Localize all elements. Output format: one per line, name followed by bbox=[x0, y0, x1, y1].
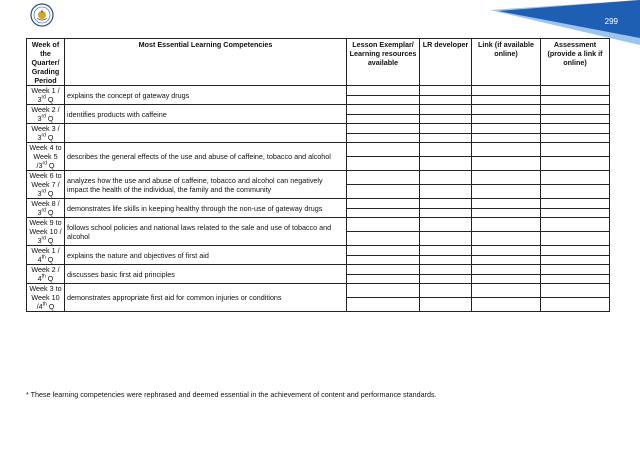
assessment-cell bbox=[541, 208, 610, 218]
week-quarter: Q bbox=[45, 236, 54, 245]
week-cell bbox=[27, 246, 65, 265]
week-quarter: Q bbox=[46, 161, 55, 170]
table-header-row bbox=[27, 39, 610, 86]
competency-cell: demonstrates life skills in keeping healthy through the non-use of gateway drugs bbox=[65, 199, 347, 218]
week-text: Week 2 / bbox=[31, 265, 60, 274]
footnote: * These learning competencies were rephrased and deemed essential in the achievement of content and performance standards. bbox=[26, 390, 437, 399]
link-cell bbox=[472, 232, 541, 246]
week-ordinal: rd bbox=[41, 113, 46, 120]
assessment-cell bbox=[541, 232, 610, 246]
lesson-cell bbox=[347, 246, 420, 256]
lr-developer-cell bbox=[420, 114, 472, 124]
assessment-cell bbox=[541, 255, 610, 265]
week-quarter: Q bbox=[45, 133, 54, 142]
lesson-cell bbox=[347, 185, 420, 199]
lr-developer-cell bbox=[420, 284, 472, 298]
week-number: 3 bbox=[37, 114, 42, 123]
lr-developer-cell bbox=[420, 208, 472, 218]
lesson-cell bbox=[347, 208, 420, 218]
link-cell bbox=[472, 124, 541, 134]
lesson-cell bbox=[347, 232, 420, 246]
week-quarter: Q bbox=[45, 114, 54, 123]
competency-cell: identifies products with caffeine bbox=[65, 105, 347, 124]
week-cell bbox=[27, 265, 65, 284]
week-ordinal: rd bbox=[41, 188, 46, 195]
competency-cell: demonstrates appropriate first aid for common injuries or conditions bbox=[65, 284, 347, 312]
competency-cell bbox=[65, 124, 347, 143]
week-number: 3 bbox=[37, 95, 42, 104]
link-cell bbox=[472, 95, 541, 105]
lesson-cell bbox=[347, 298, 420, 312]
lr-developer-cell bbox=[420, 274, 472, 284]
link-cell bbox=[472, 208, 541, 218]
assessment-cell bbox=[541, 114, 610, 124]
lesson-cell bbox=[347, 255, 420, 265]
week-ordinal: rd bbox=[41, 235, 46, 242]
week-number: 4 bbox=[37, 274, 42, 283]
week-quarter: Q bbox=[45, 95, 54, 104]
week-text: Week 9 to Week 10 / 3 bbox=[29, 218, 62, 245]
week-text: Week 2 / bbox=[31, 105, 60, 114]
lr-developer-cell bbox=[420, 255, 472, 265]
assessment-cell bbox=[541, 171, 610, 185]
week-cell bbox=[27, 284, 65, 312]
link-cell bbox=[472, 298, 541, 312]
week-cell bbox=[27, 218, 65, 246]
lesson-cell bbox=[347, 105, 420, 115]
lesson-cell bbox=[347, 124, 420, 134]
assessment-cell bbox=[541, 157, 610, 171]
week-text: Week 1 / bbox=[31, 246, 60, 255]
assessment-cell bbox=[541, 133, 610, 143]
lr-developer-cell bbox=[420, 232, 472, 246]
assessment-cell bbox=[541, 105, 610, 115]
week-text: Week 4 to Week 5 /3 bbox=[29, 143, 62, 170]
week-text: Week 3 to Week 10 /4 bbox=[29, 284, 62, 311]
week-quarter: Q bbox=[45, 208, 54, 217]
link-cell bbox=[472, 274, 541, 284]
lr-developer-cell bbox=[420, 133, 472, 143]
week-ordinal: th bbox=[41, 273, 46, 280]
header-competency: Most Essential Learning Competencies bbox=[65, 39, 347, 86]
link-cell bbox=[472, 86, 541, 96]
header-lr-developer: LR developer bbox=[420, 39, 472, 86]
lr-developer-cell bbox=[420, 218, 472, 232]
table-row bbox=[27, 143, 610, 157]
assessment-cell bbox=[541, 284, 610, 298]
header-lesson: Lesson Exemplar/ Learning resources available bbox=[347, 39, 420, 86]
week-cell bbox=[27, 143, 65, 171]
link-cell bbox=[472, 114, 541, 124]
week-ordinal: rd bbox=[41, 94, 46, 101]
competency-cell: analyzes how the use and abuse of caffeine, tobacco and alcohol can negatively impact the health of the individual, the family and the community bbox=[65, 171, 347, 199]
week-number: 4 bbox=[37, 255, 42, 264]
link-cell bbox=[472, 199, 541, 209]
header-link: Link (if available online) bbox=[472, 39, 541, 86]
lr-developer-cell bbox=[420, 157, 472, 171]
assessment-cell bbox=[541, 265, 610, 275]
link-cell bbox=[472, 284, 541, 298]
assessment-cell bbox=[541, 246, 610, 256]
lesson-cell bbox=[347, 199, 420, 209]
link-cell bbox=[472, 218, 541, 232]
assessment-cell bbox=[541, 185, 610, 199]
lr-developer-cell bbox=[420, 246, 472, 256]
lr-developer-cell bbox=[420, 199, 472, 209]
lesson-cell bbox=[347, 274, 420, 284]
lr-developer-cell bbox=[420, 298, 472, 312]
week-cell bbox=[27, 86, 65, 105]
lesson-cell bbox=[347, 157, 420, 171]
week-text: Week 3 / bbox=[31, 124, 60, 133]
link-cell bbox=[472, 185, 541, 199]
table-row bbox=[27, 199, 610, 209]
week-quarter: Q bbox=[45, 255, 54, 264]
table-row bbox=[27, 105, 610, 115]
assessment-cell bbox=[541, 143, 610, 157]
table-row bbox=[27, 246, 610, 256]
lr-developer-cell bbox=[420, 185, 472, 199]
lr-developer-cell bbox=[420, 95, 472, 105]
link-cell bbox=[472, 143, 541, 157]
table-row bbox=[27, 171, 610, 185]
week-text: Week 8 / bbox=[31, 199, 60, 208]
week-quarter: Q bbox=[46, 302, 55, 311]
lesson-cell bbox=[347, 143, 420, 157]
lesson-cell bbox=[347, 171, 420, 185]
week-ordinal: rd bbox=[41, 207, 46, 214]
week-quarter: Q bbox=[45, 274, 54, 283]
header-week: Week of the Quarter/ Grading Period bbox=[27, 39, 65, 86]
table-row bbox=[27, 218, 610, 232]
lesson-cell bbox=[347, 133, 420, 143]
lr-developer-cell bbox=[420, 171, 472, 185]
week-ordinal: th bbox=[41, 254, 46, 261]
assessment-cell bbox=[541, 95, 610, 105]
competency-cell: follows school policies and national laws related to the sale and use of tobacco and alcohol bbox=[65, 218, 347, 246]
deped-seal-icon bbox=[30, 3, 54, 27]
table-row bbox=[27, 124, 610, 134]
lesson-cell bbox=[347, 95, 420, 105]
lesson-cell bbox=[347, 218, 420, 232]
week-ordinal: rd bbox=[42, 160, 47, 167]
table-row bbox=[27, 265, 610, 275]
link-cell bbox=[472, 255, 541, 265]
competency-table bbox=[26, 38, 610, 312]
week-text: Week 1 / bbox=[31, 86, 60, 95]
lr-developer-cell bbox=[420, 105, 472, 115]
assessment-cell bbox=[541, 298, 610, 312]
week-ordinal: th bbox=[42, 301, 47, 308]
page-number: 299 bbox=[604, 17, 618, 26]
week-quarter: Q bbox=[45, 189, 54, 198]
week-ordinal: rd bbox=[41, 132, 46, 139]
assessment-cell bbox=[541, 218, 610, 232]
link-cell bbox=[472, 171, 541, 185]
week-cell bbox=[27, 124, 65, 143]
lesson-cell bbox=[347, 284, 420, 298]
competency-cell: discusses basic first aid principles bbox=[65, 265, 347, 284]
assessment-cell bbox=[541, 199, 610, 209]
week-cell bbox=[27, 171, 65, 199]
week-number: 3 bbox=[37, 208, 42, 217]
lr-developer-cell bbox=[420, 86, 472, 96]
competency-cell: explains the concept of gateway drugs bbox=[65, 86, 347, 105]
table-row bbox=[27, 284, 610, 298]
competency-cell: describes the general effects of the use and abuse of caffeine, tobacco and alcohol bbox=[65, 143, 347, 171]
header-assessment: Assessment (provide a link if online) bbox=[541, 39, 610, 86]
assessment-cell bbox=[541, 124, 610, 134]
week-number: 3 bbox=[37, 133, 42, 142]
link-cell bbox=[472, 157, 541, 171]
lr-developer-cell bbox=[420, 265, 472, 275]
lesson-cell bbox=[347, 86, 420, 96]
link-cell bbox=[472, 265, 541, 275]
competency-cell: explains the nature and objectives of first aid bbox=[65, 246, 347, 265]
link-cell bbox=[472, 133, 541, 143]
link-cell bbox=[472, 105, 541, 115]
lr-developer-cell bbox=[420, 124, 472, 134]
assessment-cell bbox=[541, 274, 610, 284]
assessment-cell bbox=[541, 86, 610, 96]
table-row bbox=[27, 86, 610, 96]
link-cell bbox=[472, 246, 541, 256]
lr-developer-cell bbox=[420, 143, 472, 157]
week-cell bbox=[27, 199, 65, 218]
lesson-cell bbox=[347, 265, 420, 275]
lesson-cell bbox=[347, 114, 420, 124]
week-text: Week 6 to Week 7 / 3 bbox=[29, 171, 62, 198]
week-cell bbox=[27, 105, 65, 124]
